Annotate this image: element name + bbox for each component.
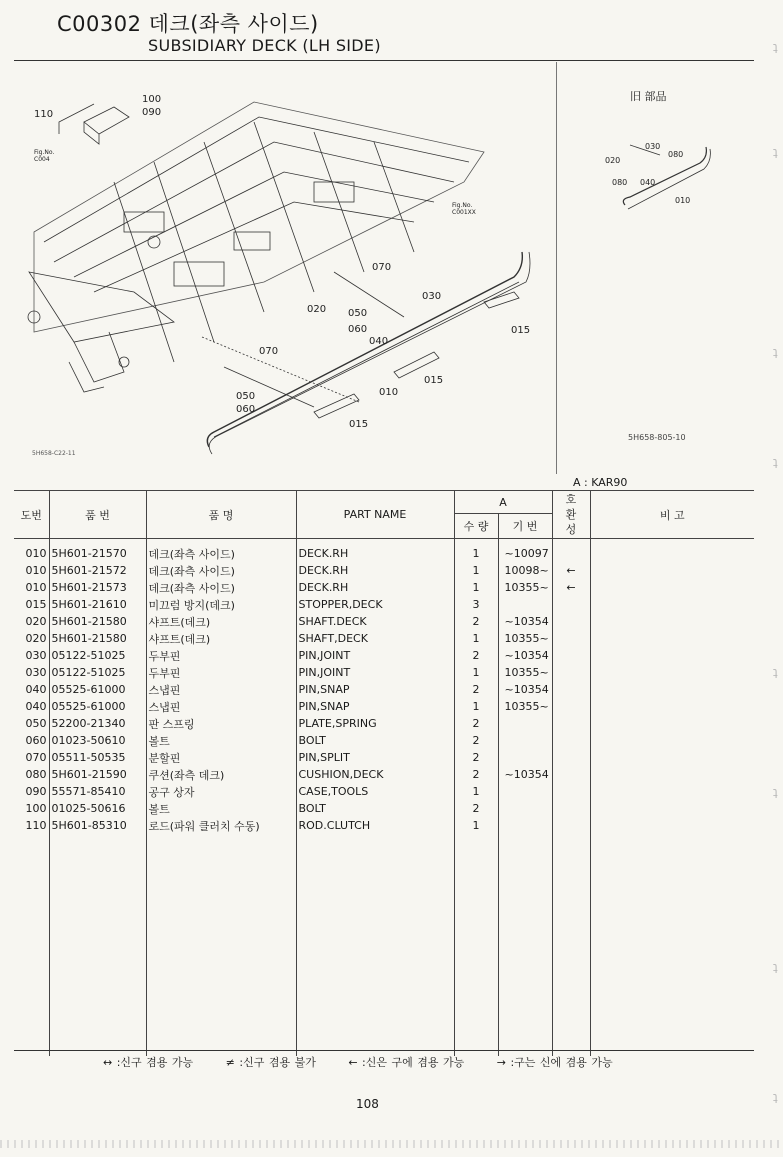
cell-part-name: PIN,JOINT xyxy=(296,664,454,681)
table-filler-row xyxy=(14,834,754,1056)
cell-part-name: SHAFT,DECK xyxy=(296,630,454,647)
cell-serial: ~10354 xyxy=(498,647,552,664)
col-header-qty: 수 량 xyxy=(454,514,498,539)
legend-not-compatible: ≠ :신구 겸용 불가 xyxy=(225,1056,316,1069)
cell-part-name: STOPPER,DECK xyxy=(296,596,454,613)
callout-060-a: 060 xyxy=(348,324,368,335)
inset-old-parts-diagram xyxy=(600,135,720,215)
callout-030: 030 xyxy=(422,291,442,302)
applicability-label: A : KAR90 xyxy=(573,476,628,489)
cell-name-kr: 스냅핀 xyxy=(146,698,296,715)
col-header-remarks: 비 고 xyxy=(590,491,754,539)
callout-fig-c001: Fig.No. C001XX xyxy=(452,202,476,216)
inset-old-parts-label: 旧 部品 xyxy=(630,90,667,103)
cell-name-kr: 데크(좌측 사이드) xyxy=(146,562,296,579)
cell-qty: 2 xyxy=(454,800,498,817)
col-header-group-a: A xyxy=(454,491,552,514)
cell-name-kr: 두부핀 xyxy=(146,647,296,664)
cell-interchange: ← xyxy=(552,579,590,596)
binder-hole-mark: ʇ xyxy=(773,960,778,974)
cell-interchange xyxy=(552,698,590,715)
cell-name-kr: 데크(좌측 사이드) xyxy=(146,579,296,596)
cell-ref-no: 010 xyxy=(14,579,49,596)
cell-part-name: DECK.RH xyxy=(296,545,454,562)
cell-qty: 3 xyxy=(454,596,498,613)
cell-interchange xyxy=(552,596,590,613)
cell-qty: 1 xyxy=(454,783,498,800)
table-filler-cell xyxy=(49,834,146,1056)
binder-hole-mark: ʇ xyxy=(773,345,778,359)
cell-qty: 2 xyxy=(454,647,498,664)
cell-part-no: 5H601-21590 xyxy=(49,766,146,783)
cell-ref-no: 030 xyxy=(14,664,49,681)
binder-hole-mark: ʇ xyxy=(773,40,778,54)
cell-serial: 10355~ xyxy=(498,698,552,715)
cell-qty: 1 xyxy=(454,630,498,647)
cell-interchange xyxy=(552,545,590,562)
binder-hole-mark: ʇ xyxy=(773,665,778,679)
cell-part-no: 01025-50616 xyxy=(49,800,146,817)
cell-remarks xyxy=(590,630,754,647)
table-filler-cell xyxy=(454,834,498,1056)
cell-name-kr: 두부핀 xyxy=(146,664,296,681)
table-filler-cell xyxy=(14,834,49,1056)
cell-remarks xyxy=(590,647,754,664)
cell-part-no: 05511-50535 xyxy=(49,749,146,766)
exploded-parts-diagram xyxy=(14,62,554,472)
binder-hole-mark: ʇ xyxy=(773,1090,778,1104)
cell-remarks xyxy=(590,681,754,698)
cell-part-no: 5H601-21573 xyxy=(49,579,146,596)
cell-qty: 2 xyxy=(454,732,498,749)
cell-qty: 2 xyxy=(454,681,498,698)
cell-part-no: 01023-50610 xyxy=(49,732,146,749)
table-bottom-rule xyxy=(14,1050,754,1051)
cell-qty: 1 xyxy=(454,579,498,596)
inset-callout-040: 040 xyxy=(640,178,656,187)
table-row xyxy=(14,783,754,800)
cell-remarks xyxy=(590,749,754,766)
cell-qty: 1 xyxy=(454,545,498,562)
table-row xyxy=(14,732,754,749)
table-row xyxy=(14,647,754,664)
cell-qty: 1 xyxy=(454,664,498,681)
cell-ref-no: 015 xyxy=(14,596,49,613)
table-filler-cell xyxy=(146,834,296,1056)
cell-ref-no: 040 xyxy=(14,698,49,715)
table-row xyxy=(14,698,754,715)
table-row xyxy=(14,749,754,766)
callout-070-a: 070 xyxy=(372,262,392,273)
cell-serial: ~10354 xyxy=(498,766,552,783)
legend-old-fits-new: → :구는 신에 겸용 가능 xyxy=(496,1056,613,1069)
inset-diagram-id: 5H658-805-10 xyxy=(628,433,686,442)
cell-ref-no: 100 xyxy=(14,800,49,817)
col-header-serial: 기 번 xyxy=(498,514,552,539)
cell-serial: 10098~ xyxy=(498,562,552,579)
cell-ref-no: 010 xyxy=(14,545,49,562)
callout-015-b: 015 xyxy=(424,375,444,386)
cell-name-kr: 데크(좌측 사이드) xyxy=(146,545,296,562)
col-header-no: 도번 xyxy=(14,491,49,539)
cell-interchange xyxy=(552,783,590,800)
legend-both-compatible: ↔ :신구 겸용 가능 xyxy=(103,1056,194,1069)
cell-part-name: PIN,SNAP xyxy=(296,698,454,715)
inset-callout-030: 030 xyxy=(645,142,661,151)
table-row xyxy=(14,817,754,834)
cell-serial xyxy=(498,800,552,817)
main-diagram-id: 5H658-C22-11 xyxy=(32,450,76,457)
cell-name-kr: 판 스프링 xyxy=(146,715,296,732)
cell-name-kr: 볼트 xyxy=(146,732,296,749)
cell-interchange xyxy=(552,749,590,766)
callout-060-b: 060 xyxy=(236,404,256,415)
cell-qty: 2 xyxy=(454,749,498,766)
callout-070-b: 070 xyxy=(259,346,279,357)
binder-hole-mark: ʇ xyxy=(773,785,778,799)
cell-part-no: 05525-61000 xyxy=(49,681,146,698)
inset-callout-010: 010 xyxy=(675,196,691,205)
inset-callout-080-b: 080 xyxy=(612,178,628,187)
cell-serial xyxy=(498,596,552,613)
cell-serial: ~10354 xyxy=(498,681,552,698)
cell-serial: 10355~ xyxy=(498,664,552,681)
table-row xyxy=(14,596,754,613)
cell-interchange xyxy=(552,647,590,664)
cell-ref-no: 020 xyxy=(14,630,49,647)
cell-ref-no: 070 xyxy=(14,749,49,766)
table-row xyxy=(14,579,754,596)
table-row xyxy=(14,613,754,630)
callout-040: 040 xyxy=(369,336,389,347)
cell-interchange xyxy=(552,715,590,732)
cell-name-kr: 로드(파워 클러치 수동) xyxy=(146,817,296,834)
cell-interchange xyxy=(552,664,590,681)
cell-name-kr: 분할핀 xyxy=(146,749,296,766)
cell-serial: ~10097 xyxy=(498,545,552,562)
cell-qty: 1 xyxy=(454,817,498,834)
cell-ref-no: 050 xyxy=(14,715,49,732)
table-row xyxy=(14,664,754,681)
cell-remarks xyxy=(590,579,754,596)
cell-remarks xyxy=(590,766,754,783)
cell-ref-no: 090 xyxy=(14,783,49,800)
cell-serial xyxy=(498,732,552,749)
callout-010: 010 xyxy=(379,387,399,398)
page-number: 108 xyxy=(356,1097,379,1111)
cell-remarks xyxy=(590,800,754,817)
cell-part-no: 5H601-21580 xyxy=(49,630,146,647)
table-row xyxy=(14,562,754,579)
cell-name-kr: 쿠션(좌측 데크) xyxy=(146,766,296,783)
interchangeability-legend xyxy=(103,1054,641,1070)
cell-serial xyxy=(498,749,552,766)
cell-interchange xyxy=(552,766,590,783)
cell-ref-no: 020 xyxy=(14,613,49,630)
callout-fig-c004: Fig.No. C004 xyxy=(34,149,55,163)
cell-part-name: BOLT xyxy=(296,732,454,749)
cell-serial xyxy=(498,715,552,732)
cell-part-name: DECK.RH xyxy=(296,562,454,579)
table-row xyxy=(14,800,754,817)
cell-part-no: 5H601-21580 xyxy=(49,613,146,630)
cell-part-no: 05122-51025 xyxy=(49,647,146,664)
callout-110: 110 xyxy=(34,109,54,120)
cell-name-kr: 스냅핀 xyxy=(146,681,296,698)
cell-part-name: CASE,TOOLS xyxy=(296,783,454,800)
cell-ref-no: 010 xyxy=(14,562,49,579)
callout-050-b: 050 xyxy=(236,391,256,402)
diagram-divider xyxy=(556,62,557,474)
callout-020: 020 xyxy=(307,304,327,315)
cell-qty: 2 xyxy=(454,766,498,783)
cell-part-name: CUSHION,DECK xyxy=(296,766,454,783)
table-filler-cell xyxy=(590,834,754,1056)
table-filler-cell xyxy=(296,834,454,1056)
header-rule xyxy=(14,60,754,61)
callout-015-c: 015 xyxy=(349,419,369,430)
cell-part-no: 5H601-85310 xyxy=(49,817,146,834)
cell-part-name: PIN,SNAP xyxy=(296,681,454,698)
cell-name-kr: 볼트 xyxy=(146,800,296,817)
table-filler-cell xyxy=(552,834,590,1056)
cell-part-no: 5H601-21570 xyxy=(49,545,146,562)
page-code-title: C00302 데크(좌측 사이드) xyxy=(57,12,319,36)
cell-serial xyxy=(498,783,552,800)
table-row xyxy=(14,766,754,783)
cell-remarks xyxy=(590,545,754,562)
cell-serial: 10355~ xyxy=(498,630,552,647)
cell-part-no: 5H601-21610 xyxy=(49,596,146,613)
cell-part-name: PLATE,SPRING xyxy=(296,715,454,732)
cell-ref-no: 030 xyxy=(14,647,49,664)
cell-interchange xyxy=(552,817,590,834)
cell-part-no: 5H601-21572 xyxy=(49,562,146,579)
cell-ref-no: 080 xyxy=(14,766,49,783)
cell-interchange xyxy=(552,613,590,630)
cell-part-no: 05525-61000 xyxy=(49,698,146,715)
cell-part-name: PIN,SPLIT xyxy=(296,749,454,766)
inset-callout-020: 020 xyxy=(605,156,621,165)
cell-part-no: 55571-85410 xyxy=(49,783,146,800)
col-header-part-name: PART NAME xyxy=(296,491,454,539)
cell-serial: ~10354 xyxy=(498,613,552,630)
cell-part-name: PIN,JOINT xyxy=(296,647,454,664)
cell-remarks xyxy=(590,664,754,681)
callout-015-a: 015 xyxy=(511,325,531,336)
cell-ref-no: 040 xyxy=(14,681,49,698)
cell-part-no: 05122-51025 xyxy=(49,664,146,681)
cell-part-name: SHAFT.DECK xyxy=(296,613,454,630)
cell-part-name: BOLT xyxy=(296,800,454,817)
cell-remarks xyxy=(590,817,754,834)
cell-part-no: 52200-21340 xyxy=(49,715,146,732)
page-english-title: SUBSIDIARY DECK (LH SIDE) xyxy=(148,36,381,55)
cell-name-kr: 샤프트(데크) xyxy=(146,613,296,630)
table-row xyxy=(14,715,754,732)
col-header-part-no: 품 번 xyxy=(49,491,146,539)
cell-serial xyxy=(498,817,552,834)
cell-serial: 10355~ xyxy=(498,579,552,596)
callout-090: 090 xyxy=(142,107,162,118)
cell-remarks xyxy=(590,613,754,630)
cell-interchange: ← xyxy=(552,562,590,579)
table-row xyxy=(14,545,754,562)
cell-name-kr: 공구 상자 xyxy=(146,783,296,800)
col-header-interchange: 호 환 성 xyxy=(552,491,590,539)
col-header-name-kr: 품 명 xyxy=(146,491,296,539)
cell-part-name: DECK.RH xyxy=(296,579,454,596)
cell-interchange xyxy=(552,630,590,647)
table-row xyxy=(14,681,754,698)
cell-qty: 1 xyxy=(454,698,498,715)
parts-table xyxy=(14,490,754,1056)
cell-remarks xyxy=(590,732,754,749)
cell-interchange xyxy=(552,800,590,817)
table-row xyxy=(14,630,754,647)
callout-050-a: 050 xyxy=(348,308,368,319)
cell-name-kr: 미끄럼 방지(데크) xyxy=(146,596,296,613)
cell-part-name: ROD.CLUTCH xyxy=(296,817,454,834)
cell-qty: 2 xyxy=(454,715,498,732)
cell-qty: 1 xyxy=(454,562,498,579)
cell-remarks xyxy=(590,596,754,613)
cell-interchange xyxy=(552,732,590,749)
cell-ref-no: 110 xyxy=(14,817,49,834)
scan-edge-noise xyxy=(0,1140,783,1148)
binder-hole-mark: ʇ xyxy=(773,145,778,159)
cell-remarks xyxy=(590,783,754,800)
cell-qty: 2 xyxy=(454,613,498,630)
cell-interchange xyxy=(552,681,590,698)
cell-remarks xyxy=(590,698,754,715)
cell-remarks xyxy=(590,562,754,579)
table-filler-cell xyxy=(498,834,552,1056)
cell-name-kr: 샤프트(데크) xyxy=(146,630,296,647)
cell-remarks xyxy=(590,715,754,732)
callout-100: 100 xyxy=(142,94,162,105)
legend-new-fits-old: ← :신은 구에 겸용 가능 xyxy=(348,1056,465,1069)
cell-ref-no: 060 xyxy=(14,732,49,749)
binder-hole-mark: ʇ xyxy=(773,455,778,469)
inset-callout-080-a: 080 xyxy=(668,150,684,159)
